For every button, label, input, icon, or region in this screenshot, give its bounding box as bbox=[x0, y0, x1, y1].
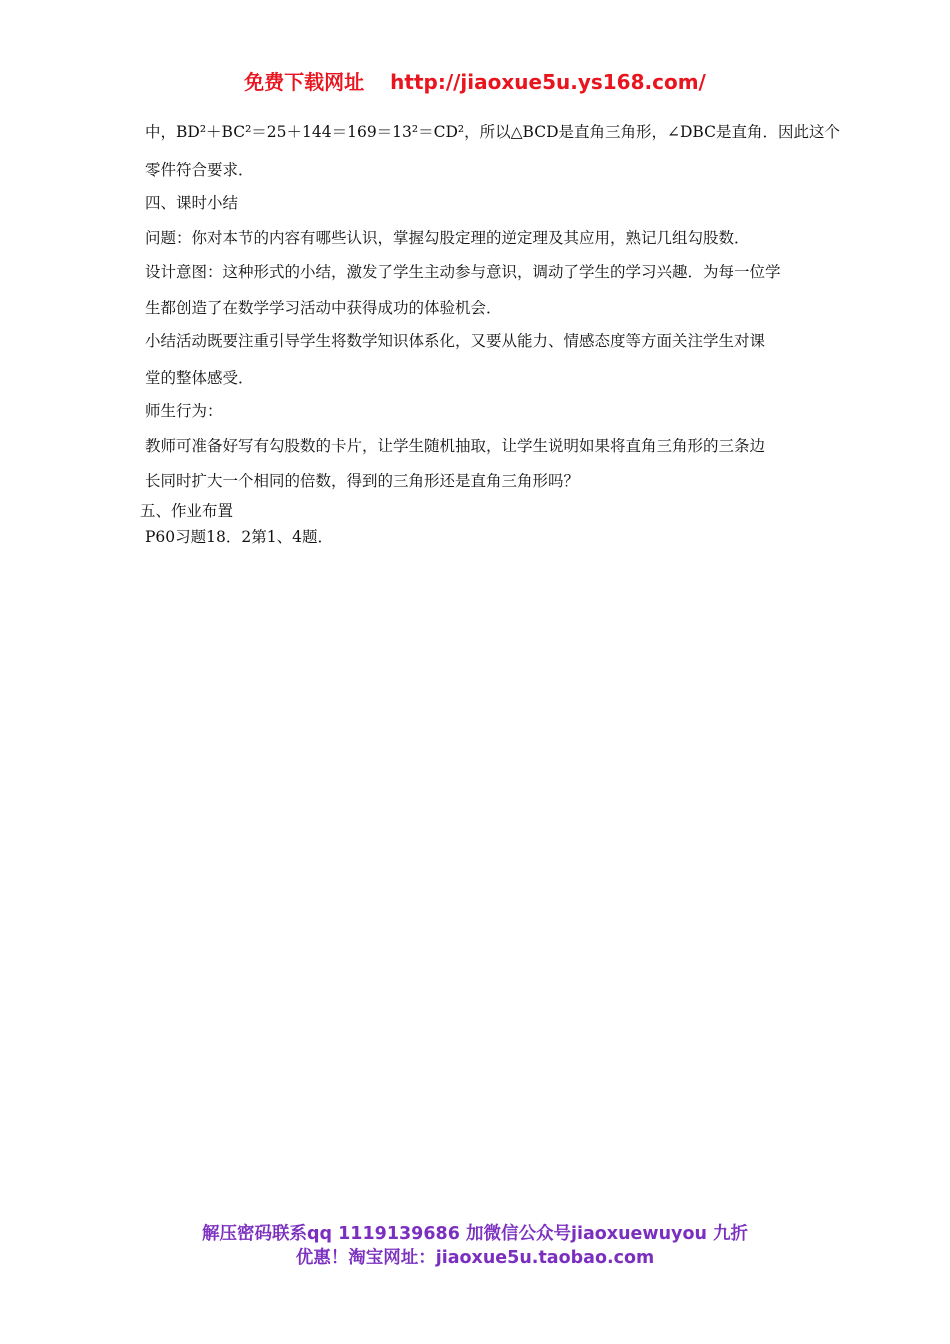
teacher-line-2: 长同时扩大一个相同的倍数，得到的三角形还是直角三角形吗？ bbox=[145, 472, 580, 490]
summary-line-1: 小结活动既要注重引导学生将数学知识体系化，又要从能力、情感态度等方面关注学生对课 bbox=[145, 332, 766, 350]
question-text: 问题：你对本节的内容有哪些认识，掌握勾股定理的逆定理及其应用，熟记几组勾股数． bbox=[145, 229, 750, 247]
summary-line-2: 堂的整体感受． bbox=[145, 369, 254, 387]
footer-line-2: 优惠！淘宝网址：jiaoxue5u.taobao.com bbox=[295, 1248, 655, 1268]
section-5-title: 五、作业布置 bbox=[140, 502, 234, 520]
page-header bbox=[0, 66, 950, 95]
homework-text: P60习题18．2第1、4题． bbox=[145, 528, 333, 546]
header-title: 免费下载网址 bbox=[244, 70, 365, 94]
footer-line-1: 解压密码联系qq 1119139686 加微信公众号jiaoxuewuyou 九折 bbox=[201, 1224, 749, 1244]
teacher-line-1: 教师可准备好写有勾股数的卡片，让学生随机抽取，让学生说明如果将直角三角形的三条边 bbox=[145, 437, 766, 455]
body-line-1: 中，BD²＋BC²＝25＋144＝169＝13²＝CD²，所以△BCD是直角三角形，∠DBC是直角．因此这个 bbox=[145, 123, 840, 141]
behavior-title: 师生行为： bbox=[145, 402, 223, 420]
header-url-link[interactable]: http://jiaoxue5u.ys168.com/ bbox=[390, 70, 706, 94]
section-4-title: 四、课时小结 bbox=[145, 194, 239, 212]
design-intent-line-1: 设计意图：这种形式的小结，激发了学生主动参与意识，调动了学生的学习兴趣．为每一位学 bbox=[145, 263, 781, 281]
body-line-2: 零件符合要求． bbox=[145, 161, 254, 179]
design-intent-line-2: 生都创造了在数学学习活动中获得成功的体验机会． bbox=[145, 299, 502, 317]
